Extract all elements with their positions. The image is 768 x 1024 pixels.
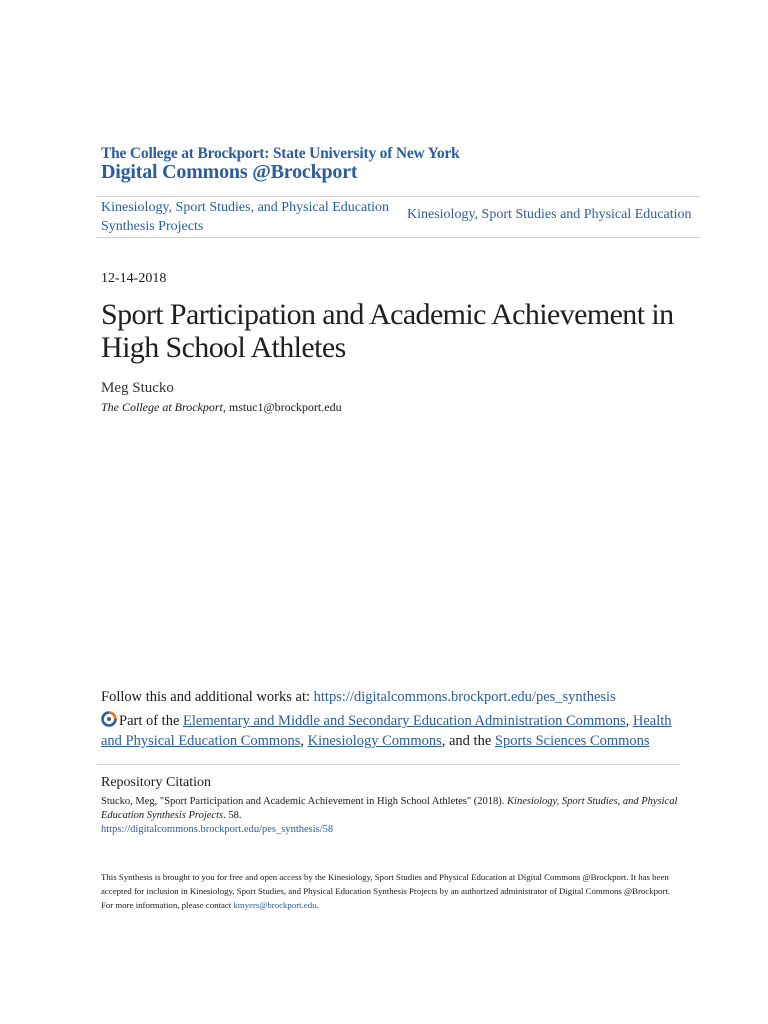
part-of-prefix: Part of the bbox=[119, 713, 184, 729]
commons-link-kinesiology[interactable]: Kinesiology Commons bbox=[307, 733, 442, 749]
article-title: Sport Participation and Academic Achievement in High School Athletes bbox=[101, 298, 674, 364]
follow-line bbox=[101, 689, 616, 706]
follow-prefix: Follow this and additional works at: bbox=[101, 689, 314, 705]
repository-name[interactable]: Digital Commons @Brockport bbox=[101, 161, 358, 183]
series-link[interactable]: Kinesiology, Sport Studies, and Physical Education Synthesis Projects bbox=[101, 200, 390, 234]
separator: , bbox=[300, 733, 308, 749]
affiliation-institution: The College at Brockport bbox=[101, 400, 223, 414]
divider bbox=[97, 764, 680, 765]
citation-text bbox=[101, 795, 681, 823]
commons-link-education-administration[interactable]: Elementary and Middle and Secondary Education Administration Commons bbox=[183, 713, 626, 729]
commons-link-health-pe[interactable]: Health and Physical Education Commons bbox=[101, 713, 672, 749]
author-email: , mstuc1@brockport.edu bbox=[222, 400, 342, 414]
institution-name[interactable]: The College at Brockport: State University of New York bbox=[101, 145, 460, 162]
citation-plain: Stucko, Meg, "Sport Participation and Academic Achievement in High School Athletes" (2018). bbox=[101, 796, 508, 807]
notice-text: This Synthesis is brought to you for free and open access by the Kinesiology, Sport Studies and Physical Education at Digital Commons @Brockport. It has been accepted for inclusion in Kinesiology, Sport Studies, and Physical Education Synthesis Projects by an authorized administrator of Digital Commons @Brockport. For more information, please contact bbox=[101, 872, 670, 910]
department-link[interactable]: Kinesiology, Sport Studies and Physical Education bbox=[407, 207, 692, 222]
citation-url[interactable]: https://digitalcommons.brockport.edu/pes_synthesis/58 bbox=[101, 824, 334, 835]
citation-end: . 58. bbox=[223, 810, 242, 821]
divider bbox=[97, 196, 700, 197]
part-of-line bbox=[101, 711, 681, 751]
separator: , and the bbox=[441, 733, 495, 749]
bepress-network-icon bbox=[101, 711, 117, 727]
publication-date: 12-14-2018 bbox=[101, 271, 167, 286]
author-name: Meg Stucko bbox=[101, 380, 174, 396]
notice-end: . bbox=[316, 900, 319, 910]
contact-email-link[interactable]: kmyers@brockport.edu bbox=[233, 900, 317, 910]
access-notice bbox=[101, 870, 676, 912]
divider bbox=[97, 237, 700, 238]
separator: , bbox=[625, 713, 633, 729]
citation-heading: Repository Citation bbox=[101, 775, 212, 790]
author-affiliation bbox=[101, 400, 342, 415]
follow-link[interactable]: https://digitalcommons.brockport.edu/pes_synthesis bbox=[313, 689, 616, 705]
commons-link-sports-sciences[interactable]: Sports Sciences Commons bbox=[494, 733, 650, 749]
citation-series: Kinesiology, Sport Studies, and Physical Education Synthesis Projects bbox=[101, 796, 678, 821]
